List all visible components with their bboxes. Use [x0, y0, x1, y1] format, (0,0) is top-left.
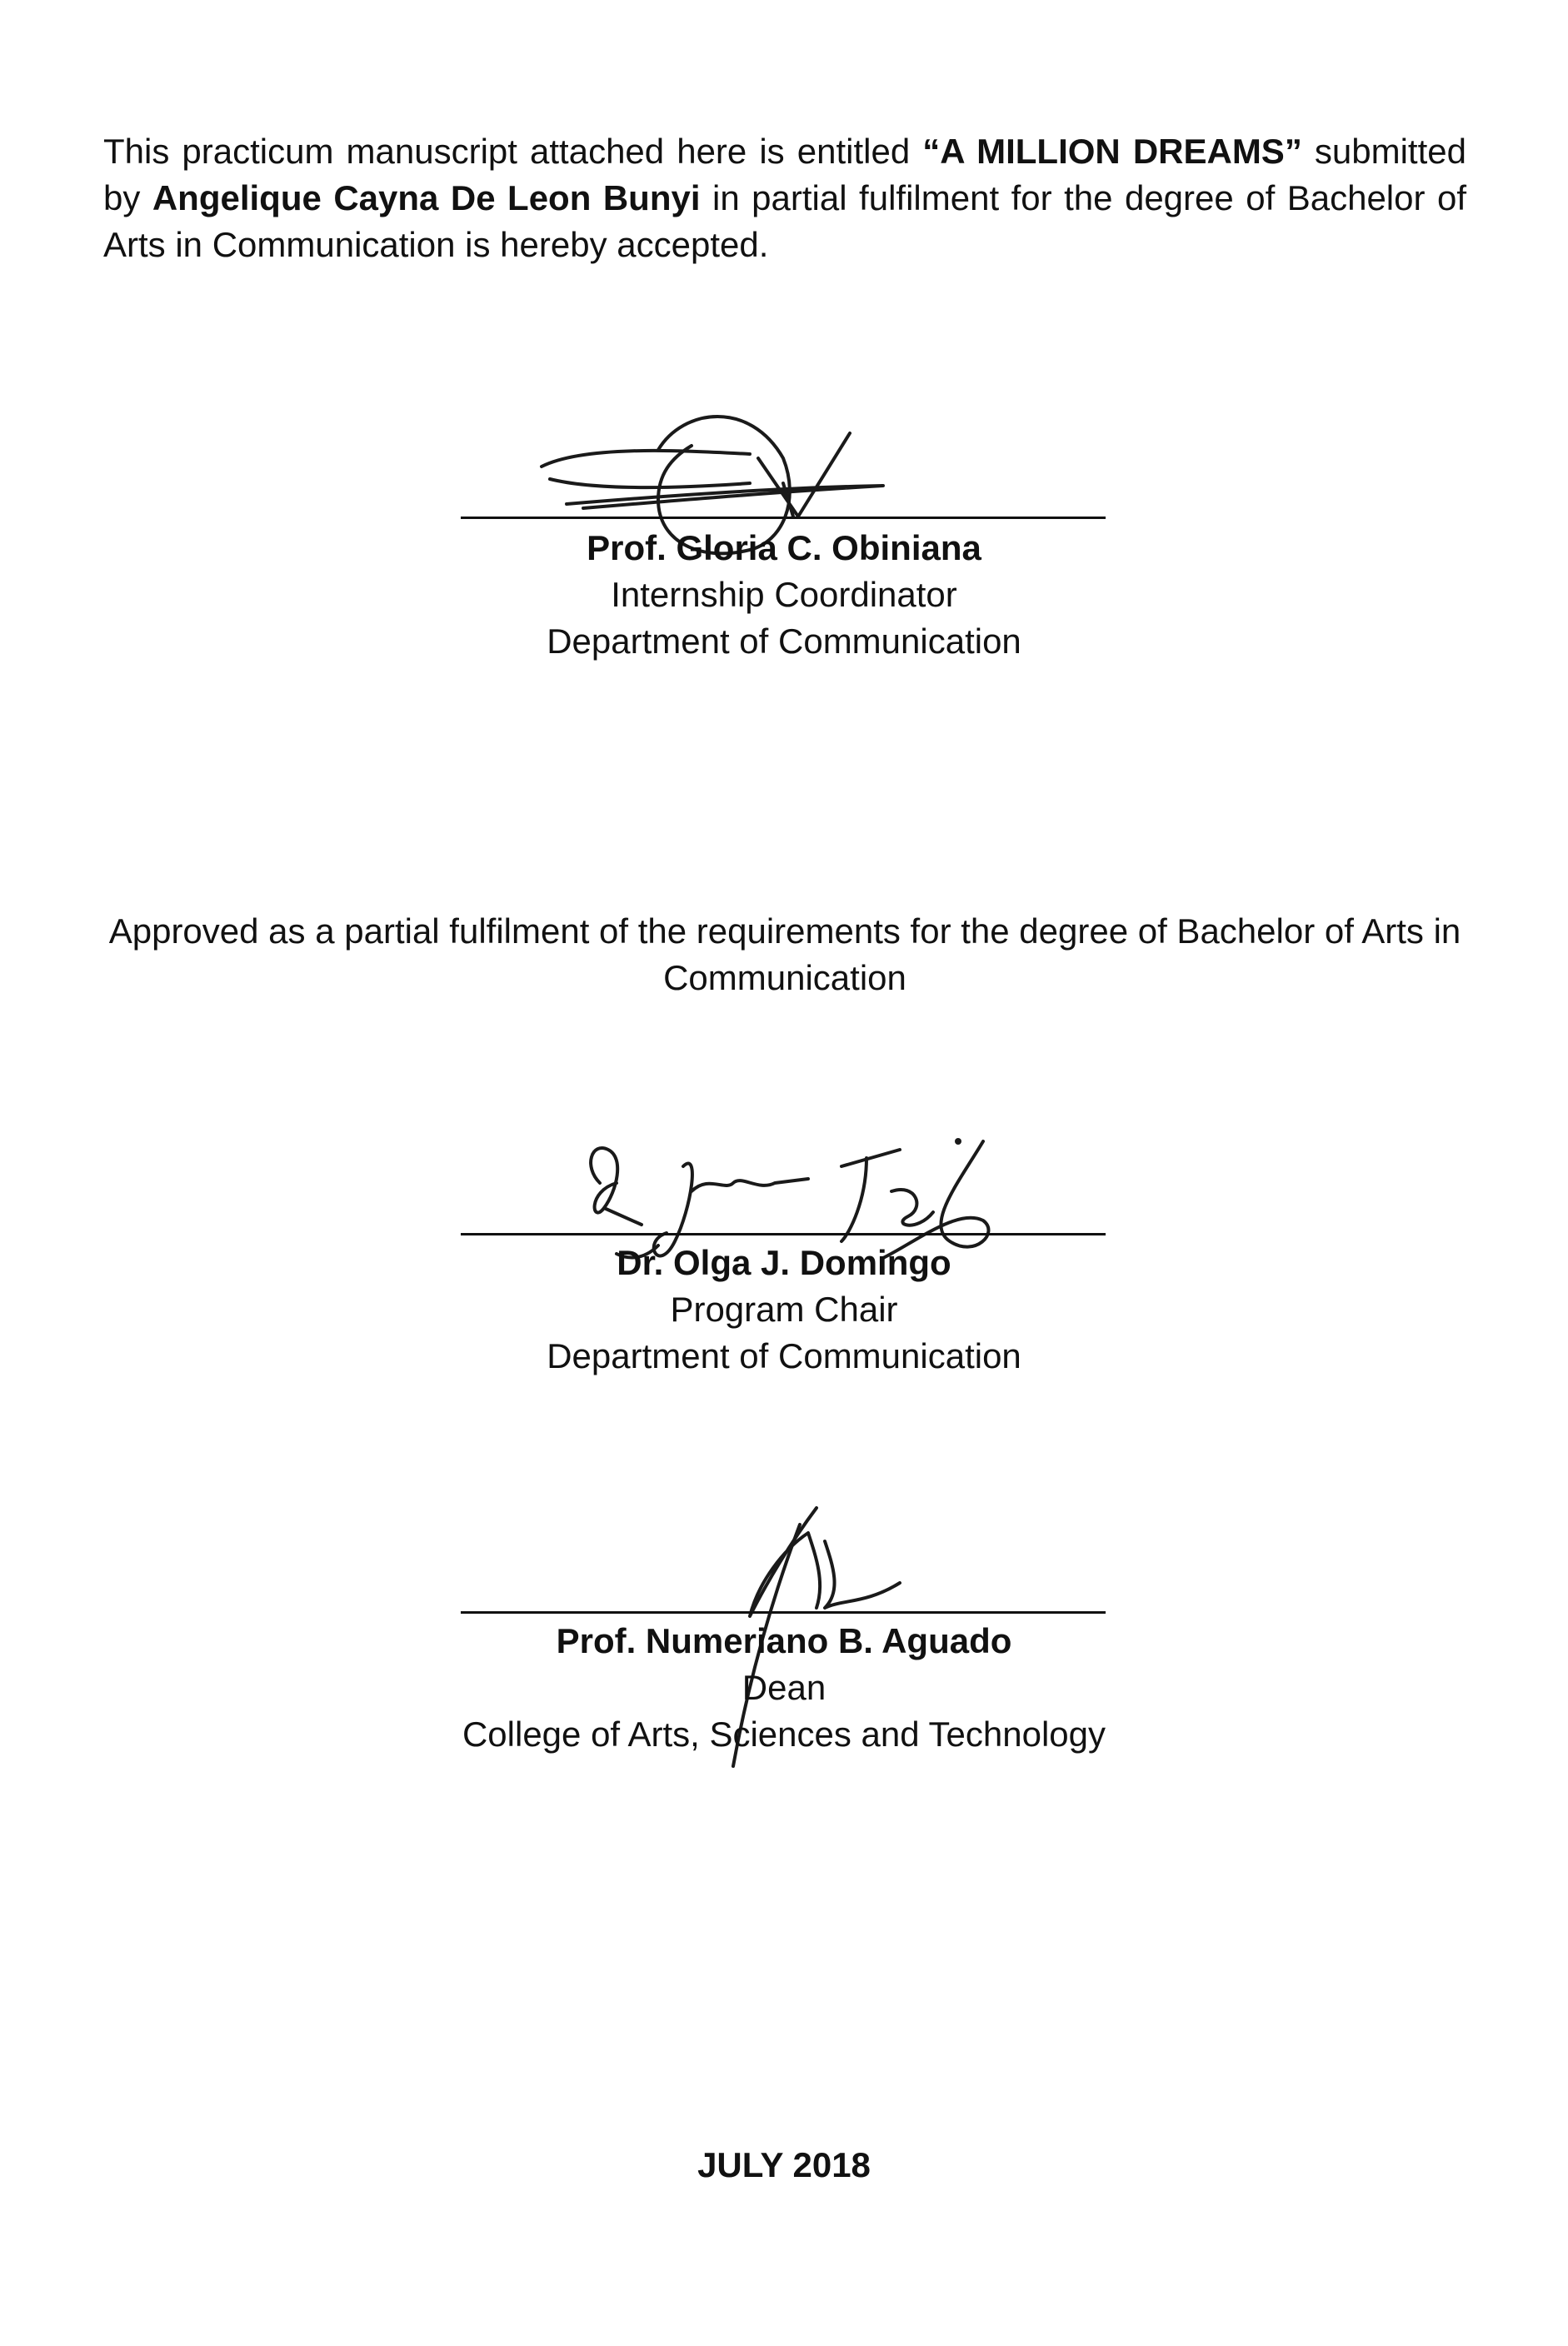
author-name: Angelique Cayna De Leon Bunyi — [152, 178, 701, 217]
signatory-role: Program Chair — [670, 1290, 898, 1329]
intro-text-3: in partial fulfilment for the degree of Bachelor of Arts in Communication is hereby accepted. — [103, 178, 1466, 264]
signatory-department: College of Arts, Sciences and Technology — [462, 1715, 1106, 1754]
signature-line-1 — [461, 517, 1106, 519]
signatory-department: Department of Communication — [547, 621, 1021, 661]
signatory-name: Prof. Numeriano B. Aguado — [556, 1621, 1012, 1660]
signatory-name: Prof. Gloria C. Obiniana — [587, 528, 981, 567]
signatory-role: Dean — [742, 1668, 826, 1707]
acceptance-paragraph — [103, 128, 1466, 268]
submission-date: JULY 2018 — [697, 2145, 871, 2184]
signatory-block-1 — [0, 525, 1568, 665]
signatory-department: Department of Communication — [547, 1336, 1021, 1375]
signature-line-3 — [461, 1611, 1106, 1614]
signature-line-2 — [461, 1233, 1106, 1235]
intro-text-1: This practicum manuscript attached here is entitled — [103, 132, 923, 171]
signatory-name: Dr. Olga J. Domingo — [617, 1243, 951, 1282]
manuscript-title: “A MILLION DREAMS” — [922, 132, 1302, 171]
signatory-block-3 — [0, 1618, 1568, 1758]
approval-statement: Approved as a partial fulfilment of the requirements for the degree of Bachelor of Arts in Communication — [108, 911, 1461, 997]
signatory-block-2 — [0, 1240, 1568, 1380]
signatory-role: Internship Coordinator — [611, 575, 957, 614]
intro-text-2: submitted by — [103, 132, 1466, 217]
